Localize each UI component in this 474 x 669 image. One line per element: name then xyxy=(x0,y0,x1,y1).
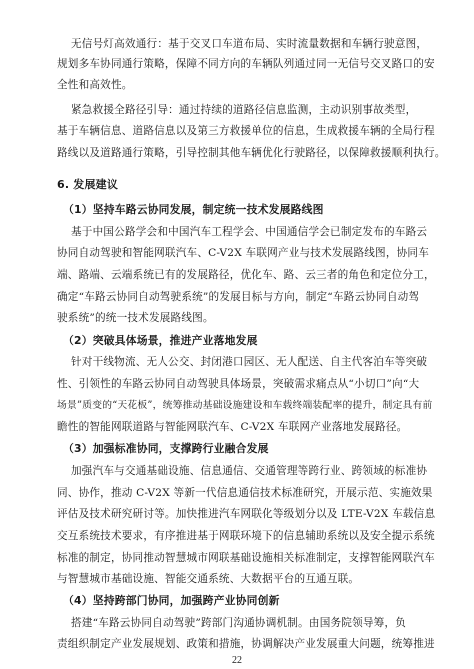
body-line: 同、协作，推动 C-V2X 等新一代信息通信技术标准研究，开展示范、实施效果 xyxy=(57,487,433,499)
body-line: 基于中国公路学会和中国汽车工程学会、中国通信学会已制定发布的车路云 xyxy=(71,226,428,238)
subsection-title: （3）加强标准协同，支撑跨行业融合发展 xyxy=(63,442,269,455)
body-line: 无信号灯高效通行：基于交叉口车道布局、实时流量数据和车辆行驶意图， xyxy=(71,38,428,50)
body-line: 场景”质变的“天花板”，统筹推动基础设施建设和车载终端装配率的提升，制定具有前 xyxy=(57,400,433,411)
body-line: 协同自动驾驶和智能网联汽车、C-V2X 车联网产业与技术发展路线图，协同车 xyxy=(57,247,430,259)
body-line: 确定“车路云协同自动驾驶系统”的发展目标与方向，制定“车路云协同自动驾 xyxy=(57,291,420,303)
body-line: 评估及技术研究研讨等。加快推进汽车网联化等级划分以及 LTE-V2X 车载信息 xyxy=(57,508,436,520)
body-line: 责组织制定产业发展规划、政策和措施，协调解决产业发展重大问题，统筹推进 xyxy=(57,638,435,650)
body-line: 驶系统”的统一技术发展路线图。 xyxy=(57,312,214,324)
body-line: 基于车辆信息、道路信息以及第三方救援单位的信息，生成救援车辆的全局行程 xyxy=(57,125,435,137)
subsection-title: （1）坚持车路云协同发展，制定统一技术发展路线图 xyxy=(63,203,324,216)
body-line: 紧急救援全路径引导：通过持续的道路径信息监测，主动识别事故类型， xyxy=(71,104,417,116)
body-line: 性、引领性的车路云协同自动驾驶具体场景，突破需求痛点从“小切口”向“大 xyxy=(57,378,420,390)
body-line: 针对干线物流、无人公交、封闭港口园区、无人配送、自主代客泊车等突破 xyxy=(71,356,428,368)
body-line: 规划多车协同通行策略，保障不同方向的车辆队列通过同一无信号交叉路口的安 xyxy=(57,58,435,70)
subsection-title: （4）坚持跨部门协同，加强跨产业协同创新 xyxy=(63,594,280,607)
body-line: 搭建“车路云协同自动驾驶”跨部门沟通协调机制。由国务院领导筹，负 xyxy=(71,617,407,629)
body-line: 端、路端、云端系统已有的发展路径，优化车、路、云三者的角色和定位分工， xyxy=(57,269,435,281)
section-title: 6. 发展建议 xyxy=(57,178,119,191)
body-line: 路线以及道路通行策略，引导控制其他车辆优化行驶路径，以保障救援顺利执行。 xyxy=(57,147,446,159)
subsection-title: （2）突破具体场景，推进产业落地发展 xyxy=(63,334,258,347)
body-line: 全性和高效性。 xyxy=(57,79,133,91)
body-line: 瞻性的智能网联道路与智能网联汽车、C-V2X 车联网产业落地发展路径。 xyxy=(57,421,408,433)
body-line: 标准的制定，协同推动智慧城市网联基础设施相关标准制定，支撑智能网联汽车 xyxy=(57,552,435,564)
page-number: 22 xyxy=(232,655,242,666)
body-line: 交互系统技术要求，有序推进基于网联环境下的信息辅助系统以及安全提示系统 xyxy=(57,530,435,542)
body-line: 加强汽车与交通基础设施、信息通信、交通管理等跨行业、跨领域的标准协 xyxy=(71,465,428,477)
body-line: 与智慧城市基础设施、智能交通系统、大数据平台的互通互联。 xyxy=(57,573,360,585)
